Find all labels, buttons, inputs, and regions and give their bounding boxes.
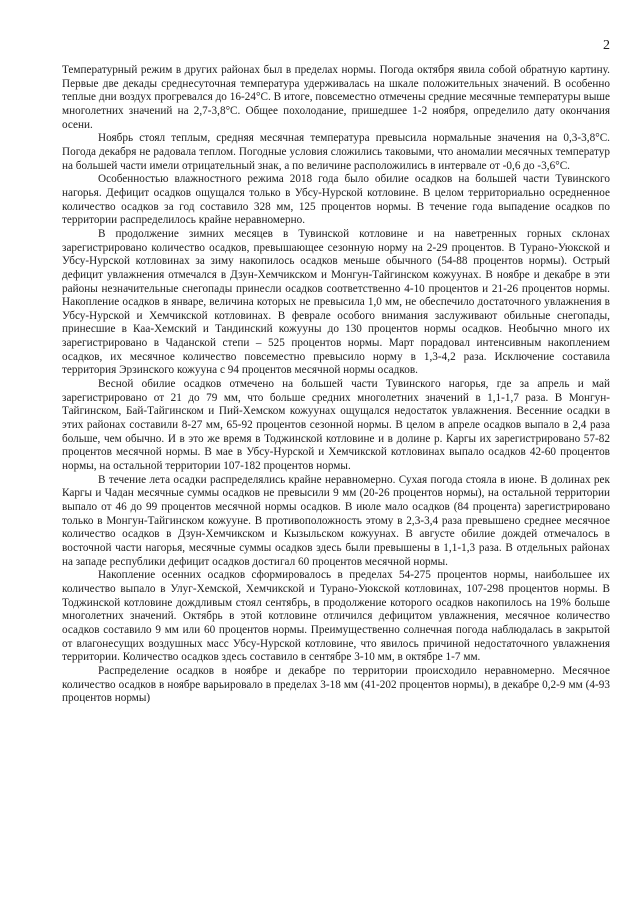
paragraph-3: Особенностью влажностного режима 2018 года было обилие осадков на большей части Тувинского нагорья. Дефицит осадков ощущался только в Убсу-Нурской котловине. В целом территориально осредненное количество осадков за год составило 328 мм, 125 процентов нормы. В течение года выпадение осадков по территории распределилось крайне неравномерно. (62, 173, 610, 227)
paragraph-7: Накопление осенних осадков сформировалось в пределах 54-275 процентов нормы, наибольшее их количество выпало в Улуг-Хемской, Хемчикской и Турано-Уюкской котловинах, 107-298 процентов нормы. В Тоджинской котловине дождливым стоял сентябрь, в продолжение которого осадков накопилось на 19% больше многолетних значений. Октябрь в этой котловине отличился дефицитом увлажнения, месячное количество осадков составило 9 мм или 60 процентов нормы. Преимущественно солнечная погода наблюдалась в закрытой от влагонесущих воздушных масс Убсу-Нурской котловине, что явилось причиной недостаточного увлажнения территории. Количество осадков здесь составило в сентябре 3-10 мм, в октябре 1-7 мм. (62, 569, 610, 664)
page-number: 2 (603, 38, 610, 53)
body-text (62, 64, 610, 706)
paragraph-1: Температурный режим в других районах был в пределах нормы. Погода октября явила собой обратную картину. Первые две декады среднесуточная температура удерживалась на шкале положительных значений. В особенно теплые дни воздух прогревался до 16-24°С. В итоге, повсеместно отмечены средние месячные температуры выше многолетних значений на 2,7-3,8°С. Общее похолодание, пришедшее 1-2 ноября, определило дату окончания осени. (62, 64, 610, 131)
paragraph-6: В течение лета осадки распределялись крайне неравномерно. Сухая погода стояла в июне. В долинах рек Каргы и Чадан месячные суммы осадков не превысили 9 мм (20-26 процентов нормы), на остальной территории выпало от 46 до 99 процентов месячной нормы осадков. В июле мало осадков (84 процента) зарегистрировано только в Монгун-Тайгинском кожууне. В противоположность этому в 2,3-3,4 раза превышено среднее месячное количество осадков в Дзун-Хемчикском и Кызыльском кожуунах. В августе обилие дождей отмечалось в восточной части нагорья, месячные суммы осадков здесь были превышены в 1,1-1,3 раза. В отдельных районах на западе республики дефицит осадков достигал 60 процентов месячной нормы. (62, 473, 610, 568)
paragraph-2: Ноябрь стоял теплым, средняя месячная температура превысила нормальные значения на 0,3-3,8°С. Погода декабря не радовала теплом. Погодные условия сложились таковыми, что аномалии месячных температур на большей части имели отрицательный знак, а по величине расположились в интервале от -0,6 до -3,6°С. (62, 132, 610, 172)
paragraph-4: В продолжение зимних месяцев в Тувинской котловине и на наветренных горных склонах зарегистрировано количество осадков, превышающее сезонную норму на 2-29 процентов. В Турано-Уюкской и Убсу-Нурской котловинах за зиму накопилось осадков меньше обычного (54-88 процентов нормы). Острый дефицит увлажнения отмечался в Дзун-Хемчикском и Монгун-Тайгинском кожуунах. В ноябре и декабре в эти районы незначительные снегопады принесли осадков соответственно 4-10 процентов и 21-26 процентов нормы. Накопление осадков в январе, величина которых не превысила 1,0 мм, не обеспечило достаточного увлажнения в Убсу-Нурской и Хемчикской котловинах. В феврале особого внимания заслуживают обильные снегопады, принесшие в Каа-Хемский и Тандинский кожууны до 130 процентов нормы осадков. Необычно много их зарегистрировано в Чаданской степи – 525 процентов нормы. Март порадовал интенсивным накоплением осадков, их месячное количество повсеместно превысило норму в 1,3-4,2 раза. Исключение составила территория Эрзинского кожууна с 94 процентов месячной нормы осадков. (62, 227, 610, 377)
paragraph-8: Распределение осадков в ноябре и декабре по территории происходило неравномерно. Месячное количество осадков в ноябре варьировало в пределах 3-18 мм (41-202 процентов нормы), в декабре 0,2-9 мм (4-93 процентов нормы) (62, 664, 610, 705)
paragraph-5: Весной обилие осадков отмечено на большей части Тувинского нагорья, где за апрель и май зарегистрировано от 21 до 79 мм, что больше средних многолетних значений в 1,1-1,7 раза. В Монгун-Тайгинском, Бай-Тайгинском и Пий-Хемском кожуунах ощущался недостаток увлажнения. Весенние осадки в этих районах составили 8-27 мм, 65-92 процентов сезонной нормы. В целом в апреле осадков выпало в 2,4 раза больше, чем обычно. И в это же время в Тоджинской котловине и в долине р. Каргы их зарегистрировано 57-82 процентов месячной нормы. В мае в Убсу-Нурской и Хемчикской котловинах выпало осадков 42-60 процентов нормы, на остальной территории 107-182 процентов нормы. (62, 378, 610, 473)
